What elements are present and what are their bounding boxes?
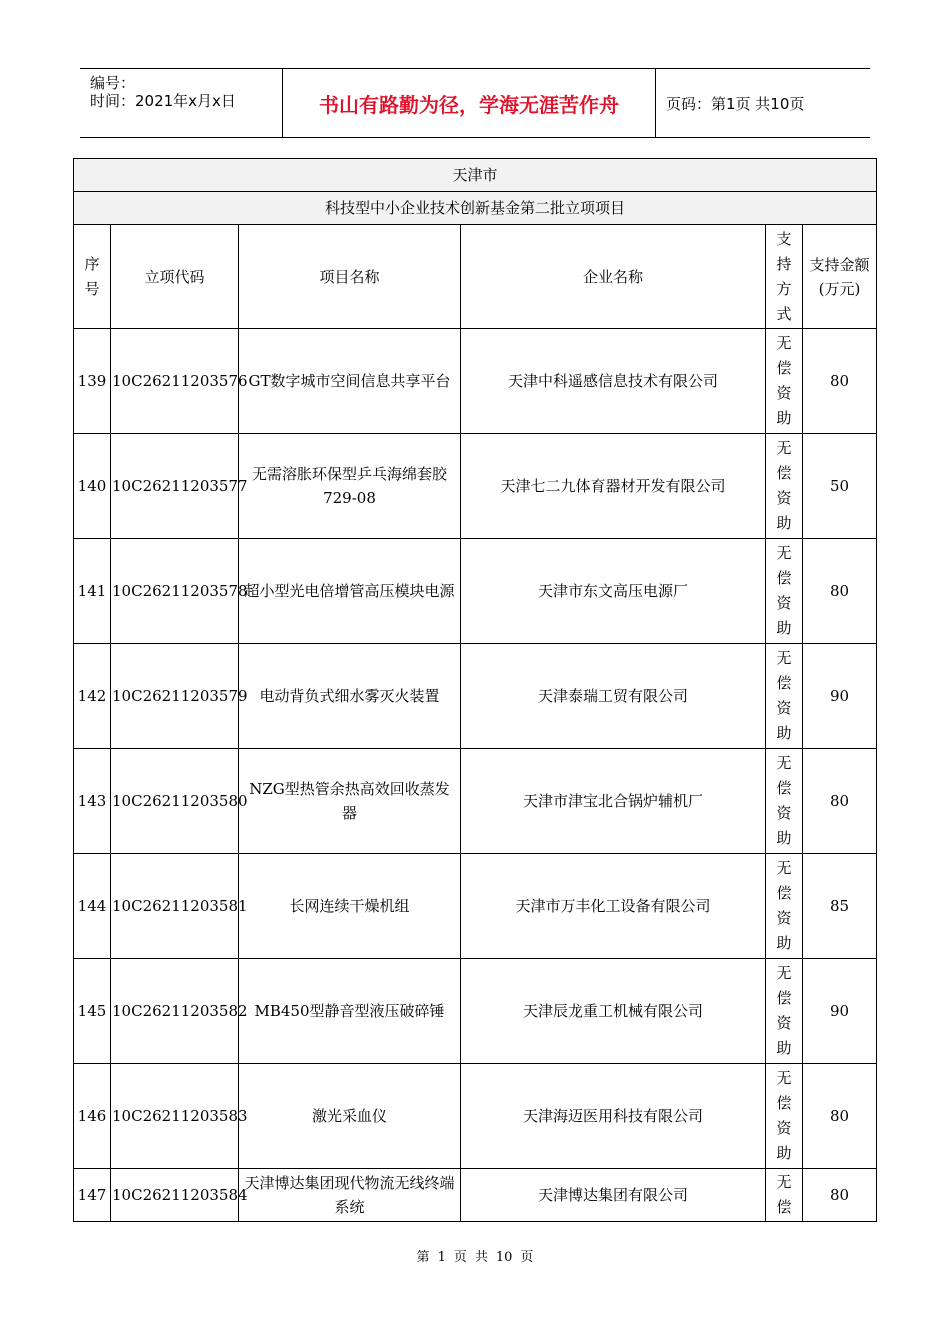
subtitle-row — [74, 192, 877, 225]
table-row — [74, 749, 877, 854]
cell-seq: 142 — [74, 644, 111, 749]
header-motto: 书山有路勤为径，学海无涯苦作舟 — [283, 69, 656, 137]
cell-project: 长网连续干燥机组 — [239, 854, 461, 959]
cell-project: GT数字城市空间信息共享平台 — [239, 329, 461, 434]
cell-project: NZG型热管余热高效回收蒸发器 — [239, 749, 461, 854]
cell-amount: 90 — [803, 644, 877, 749]
cell-seq: 140 — [74, 434, 111, 539]
cell-seq: 144 — [74, 854, 111, 959]
cell-seq: 146 — [74, 1064, 111, 1169]
page-footer: 第 1 页 共 10 页 — [416, 1250, 534, 1265]
cell-amount: 80 — [803, 1064, 877, 1169]
cell-code: 10C26211203581 — [111, 854, 239, 959]
cell-seq: 145 — [74, 959, 111, 1064]
table-row — [74, 1064, 877, 1169]
cell-seq: 143 — [74, 749, 111, 854]
cell-code: 10C26211203580 — [111, 749, 239, 854]
cell-project: 电动背负式细水雾灭火装置 — [239, 644, 461, 749]
table-row — [74, 959, 877, 1064]
column-header-row — [74, 225, 877, 329]
col-header-code: 立项代码 — [111, 225, 239, 329]
cell-support: 无 偿 资 助 — [766, 329, 803, 434]
cell-code: 10C26211203576 — [111, 329, 239, 434]
cell-amount: 80 — [803, 1169, 877, 1222]
cell-code: 10C26211203579 — [111, 644, 239, 749]
cell-support: 无 偿 资 助 — [766, 1064, 803, 1169]
col-header-seq: 序 号 — [74, 225, 111, 329]
cell-company: 天津博达集团有限公司 — [461, 1169, 766, 1222]
cell-seq: 141 — [74, 539, 111, 644]
header-meta — [80, 69, 283, 137]
cell-code: 10C26211203578 — [111, 539, 239, 644]
cell-code: 10C26211203582 — [111, 959, 239, 1064]
cell-company: 天津中科遥感信息技术有限公司 — [461, 329, 766, 434]
cell-amount: 80 — [803, 539, 877, 644]
cell-company: 天津市津宝北合锅炉辅机厂 — [461, 749, 766, 854]
cell-company: 天津市东文高压电源厂 — [461, 539, 766, 644]
cell-seq: 147 — [74, 1169, 111, 1222]
number-label: 编号： — [90, 74, 136, 92]
col-header-company: 企业名称 — [461, 225, 766, 329]
cell-amount: 85 — [803, 854, 877, 959]
cell-amount: 80 — [803, 749, 877, 854]
table-row — [74, 644, 877, 749]
cell-support: 无 偿 资 助 — [766, 539, 803, 644]
cell-seq: 139 — [74, 329, 111, 434]
cell-code: 10C26211203577 — [111, 434, 239, 539]
col-header-project: 项目名称 — [239, 225, 461, 329]
table-row — [74, 539, 877, 644]
cell-code: 10C26211203583 — [111, 1064, 239, 1169]
cell-code: 10C26211203584 — [111, 1169, 239, 1222]
table-row — [74, 854, 877, 959]
cell-project: 无需溶胀环保型乒乓海绵套胶729-08 — [239, 434, 461, 539]
col-header-amount: 支持金额 (万元) — [803, 225, 877, 329]
cell-support: 无 偿 资 助 — [766, 854, 803, 959]
cell-company: 天津泰瑞工贸有限公司 — [461, 644, 766, 749]
col-header-support: 支 持 方 式 — [766, 225, 803, 329]
table-subtitle: 科技型中小企业技术创新基金第二批立项项目 — [74, 192, 877, 225]
cell-support: 无 偿 资 助 — [766, 749, 803, 854]
table-row — [74, 1169, 877, 1222]
cell-company: 天津海迈医用科技有限公司 — [461, 1064, 766, 1169]
cell-project: 天津博达集团现代物流无线终端系统 — [239, 1169, 461, 1222]
document-header — [80, 68, 870, 138]
cell-amount: 80 — [803, 329, 877, 434]
cell-support: 无 偿 — [766, 1169, 803, 1222]
cell-support: 无 偿 资 助 — [766, 959, 803, 1064]
city-title: 天津市 — [74, 159, 877, 192]
cell-support: 无 偿 资 助 — [766, 434, 803, 539]
city-row — [74, 159, 877, 192]
table-row — [74, 434, 877, 539]
cell-amount: 50 — [803, 434, 877, 539]
cell-project: 激光采血仪 — [239, 1064, 461, 1169]
cell-project: MB450型静音型液压破碎锤 — [239, 959, 461, 1064]
cell-company: 天津市万丰化工设备有限公司 — [461, 854, 766, 959]
cell-support: 无 偿 资 助 — [766, 644, 803, 749]
cell-project: 超小型光电倍增管高压模块电源 — [239, 539, 461, 644]
date-label: 时间：2021年x月x日 — [90, 92, 236, 110]
cell-company: 天津辰龙重工机械有限公司 — [461, 959, 766, 1064]
cell-company: 天津七二九体育器材开发有限公司 — [461, 434, 766, 539]
header-page-info: 页码：第1页 共10页 — [666, 94, 805, 113]
project-table — [73, 158, 877, 1222]
cell-amount: 90 — [803, 959, 877, 1064]
table-row — [74, 329, 877, 434]
